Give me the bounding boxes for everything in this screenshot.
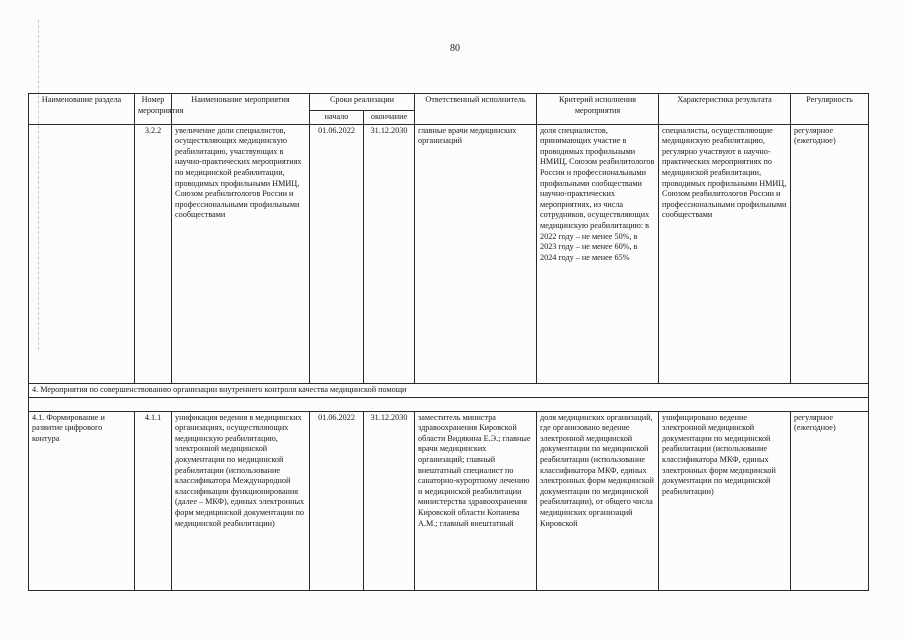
header-period-start: начало bbox=[310, 111, 364, 125]
cell-result: специалисты, осуществляющие медицинскую реабилитацию, регулярно участвуют в научно-практических мероприятиях по медицинской реабилитации, проводимых профильными НМИЦ, Союзом реабилитологов России и профессиональными профильными сообществами bbox=[659, 124, 791, 383]
cell-number: 3.2.2 bbox=[135, 124, 172, 383]
cell-criterion: доля специалистов, принимающих участие в проводимых профильными НМИЦ, Союзом реабилитологов России и профессиональными профильными сообществами научно-практических мероприятиях, из числа сотрудников, осуществляющих медицинскую реабилитацию: в 2022 году – не менее 50%, в 2023 году – не менее 60%, в 2024 году – не менее 65% bbox=[537, 124, 659, 383]
header-section-name: Наименование раздела bbox=[29, 94, 135, 125]
cell-responsible: главные врачи медицинских организаций bbox=[415, 124, 537, 383]
cell-result: унифицировано ведение электронной медицинской документации по медицинской реабилитации (использование классификатора МКФ, единых электронных форм медицинской документации по медицинской реабилитации) bbox=[659, 411, 791, 590]
header-period-end: окончание bbox=[364, 111, 415, 125]
header-event-number: Номер мероприятия bbox=[135, 94, 172, 125]
header-criterion: Критерий исполнения мероприятия bbox=[537, 94, 659, 125]
header-regularity: Регулярность bbox=[791, 94, 869, 125]
cell-section: 4.1. Формирование и развитие цифрового контура bbox=[29, 411, 135, 590]
cell-end: 31.12.2030 bbox=[364, 124, 415, 383]
cell-regularity: регулярное (ежегодное) bbox=[791, 124, 869, 383]
cell-name: унификация ведения в медицинских организациях, осуществляющих медицинскую реабилитацию, электронной медицинской документации по медицинской реабилитации (использование классификатора Международной классификации функционирования (далее – МКФ), единых электронных форм медицинской документации по медицинской реабилитации) bbox=[172, 411, 310, 590]
table-row bbox=[29, 411, 869, 590]
header-period: Сроки реализации bbox=[310, 94, 415, 111]
cell-name: увеличение доли специалистов, осуществляющих медицинскую реабилитацию, участвующих в научно-практических мероприятиях по медицинской реабилитации, проводимых профильными НМИЦ, Союзом реабилитологов России и профессиональными профильными сообществами bbox=[172, 124, 310, 383]
cell-number: 4.1.1 bbox=[135, 411, 172, 590]
cell-start: 01.06.2022 bbox=[310, 411, 364, 590]
cell-start: 01.06.2022 bbox=[310, 124, 364, 383]
cell-regularity: регулярное (ежегодное) bbox=[791, 411, 869, 590]
table-row bbox=[29, 124, 869, 383]
header-responsible: Ответственный исполнитель bbox=[415, 94, 537, 125]
cell-responsible: заместитель министра здравоохранения Кировской области Видякина Е.Э.; главные врачи медицинских организаций; главный внештатный специалист по санаторно-курортному лечению и медицинской реабилитации министерства здравоохранения Кировской области Копанева А.М.; главный внештатный bbox=[415, 411, 537, 590]
header-result: Характеристика результата bbox=[659, 94, 791, 125]
section-heading-row bbox=[29, 383, 869, 397]
spacer-cell bbox=[29, 397, 869, 411]
page-number: 80 bbox=[450, 43, 460, 54]
header-row bbox=[29, 94, 869, 111]
cell-criterion: доля медицинских организаций, где организовано ведение электронной медицинской документации по медицинской реабилитации (использование классификатора МКФ, единых электронных форм медицинской документации по медицинской реабилитации), от общего числа медицинских организаций Кировской bbox=[537, 411, 659, 590]
spacer-row bbox=[29, 397, 869, 411]
section-heading: 4. Мероприятия по совершенствованию организации внутреннего контроля качества медицинской помощи bbox=[29, 383, 869, 397]
header-event-name: Наименование мероприятия bbox=[172, 94, 310, 125]
cell-section bbox=[29, 124, 135, 383]
measures-table bbox=[28, 93, 869, 591]
cell-end: 31.12.2030 bbox=[364, 411, 415, 590]
